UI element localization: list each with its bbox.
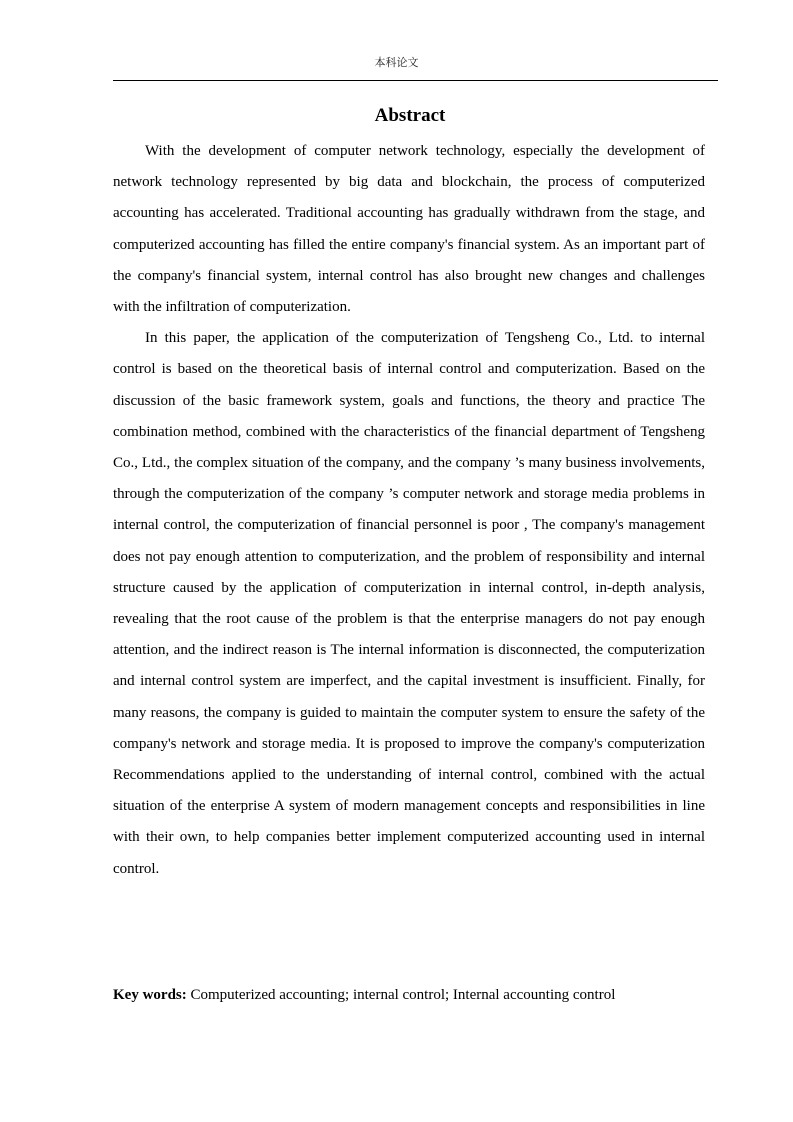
running-header: 本科论文 bbox=[374, 56, 419, 69]
abstract-body bbox=[113, 136, 705, 885]
abstract-paragraph-2: In this paper, the application of the computerization of Tengsheng Co., Ltd. to internal control is based on the theoretical basis of internal control and computerization. Based on the discussion of the basic framework system, goals and functions, the theory and practice The combination method, combined with the characteristics of the financial department of Tengsheng Co., Ltd., the complex situation of the company, and the company ’s many business involvements, through the computerization of the company ’s computer network and storage media problems in internal control, the computerization of financial personnel is poor , The company's management does not pay enough attention to computerization, and the problem of responsibility and internal structure caused by the application of computerization in internal control, in-depth analysis, revealing that the root cause of the problem is that the enterprise managers do not pay enough attention, and the indirect reason is The internal information is disconnected, the computerization and internal control system are imperfect, and the capital investment is insufficient. Finally, for many reasons, the company is guided to maintain the computer system to ensure the safety of the company's network and storage media. It is proposed to improve the company's computerization Recommendations applied to the understanding of internal control, combined with the actual situation of the enterprise A system of modern management concepts and responsibilities in line with their own, to help companies better implement computerized accounting used in internal control. bbox=[113, 330, 705, 877]
header-rule bbox=[113, 80, 718, 81]
abstract-title: Abstract bbox=[374, 105, 446, 126]
keywords-text: Computerized accounting; internal control; Internal accounting control bbox=[186, 987, 616, 1003]
abstract-paragraph-1: With the development of computer network technology, especially the development of network technology represented by big data and blockchain, the process of computerized accounting has accelerated. Traditional accounting has gradually withdrawn from the stage, and computerized accounting has filled the entire company's financial system. As an important part of the company's financial system, internal control has also brought new changes and challenges with the infiltration of computerization. bbox=[113, 143, 705, 316]
keywords-line bbox=[113, 980, 713, 1011]
keywords-label: Key words: bbox=[113, 987, 187, 1003]
